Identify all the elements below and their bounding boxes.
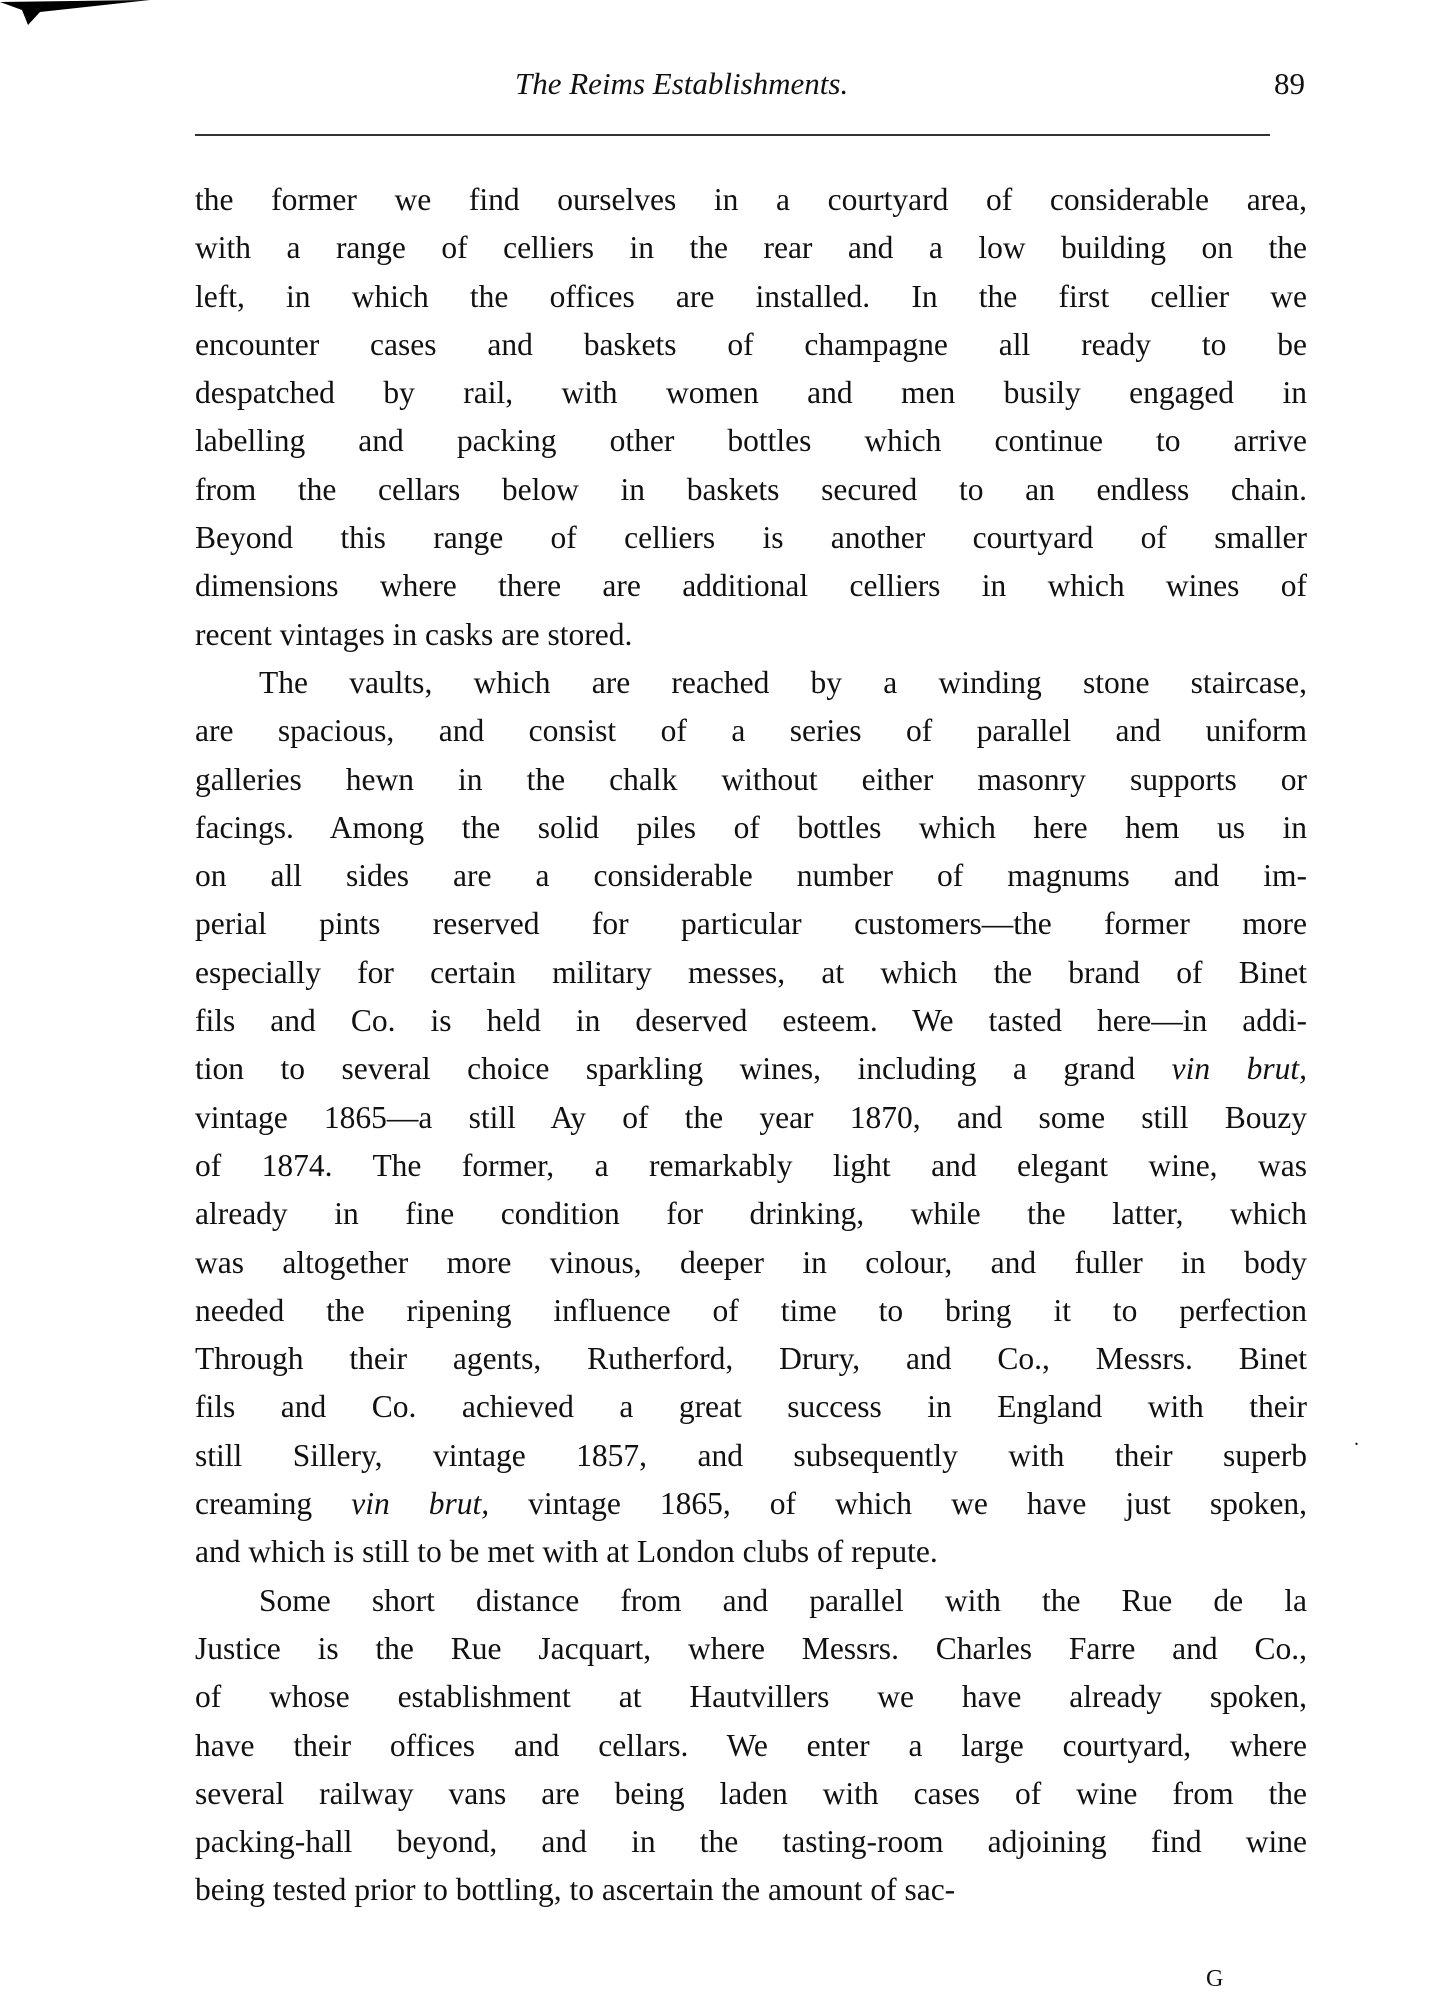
line-text: and which is still to be met with at London clubs of repute. [195,1534,938,1570]
line-text: Through their agents, Rutherford, Drury, and Co., Messrs. Binet [195,1341,1307,1377]
text-line [195,1432,1307,1480]
line-text: facings. Among the solid piles of bottles which here hem us in [195,809,1307,845]
line-text: have their offices and cellars. We enter a large courtyard, where [195,1727,1307,1763]
line-text: needed the ripening influence of time to bring it to perfection [195,1292,1307,1328]
text-line [195,1625,1307,1673]
text-line [195,1239,1307,1287]
text-line [195,466,1307,514]
text-line [195,997,1307,1045]
line-text: still Sillery, vintage 1857, and subsequently with their superb [195,1437,1307,1473]
text-line [195,611,1307,659]
line-text: several railway vans are being laden with cases of wine from the [195,1775,1307,1811]
arrow-ornament-icon [0,0,150,30]
line-text: dimensions where there are additional celliers in which wines of [195,568,1307,604]
text-line [195,417,1307,465]
text-line [195,1722,1307,1770]
text-line [195,900,1307,948]
line-text: of 1874. The former, a remarkably light and elegant wine, was [195,1147,1307,1183]
text-line [195,949,1307,997]
line-text: vintage 1865, of which we have just spoken, [489,1486,1307,1522]
running-header [195,66,1305,106]
text-line [195,321,1307,369]
page-number: 89 [1274,66,1305,101]
body-text [195,176,1307,1915]
running-title: The Reims Establishments. [515,66,849,101]
line-text: Beyond this range of celliers is another courtyard of smaller [195,520,1307,556]
header-rule [195,134,1270,136]
text-line [195,224,1307,272]
line-text: with a range of celliers in the rear and a low building on the [195,230,1307,266]
text-line [195,1866,1307,1914]
line-text: despatched by rail, with women and men busily engaged in [195,375,1307,411]
text-line [195,1045,1307,1093]
text-line [195,1142,1307,1190]
line-text: galleries hewn in the chalk without either masonry supports or [195,761,1307,797]
italic-text: vin brut, [351,1486,490,1522]
line-text: especially for certain military messes, at which the brand of Binet [195,954,1307,990]
text-line [195,804,1307,852]
text-line [195,1287,1307,1335]
line-text: fils and Co. achieved a great success in England with their [195,1389,1307,1425]
text-line [195,1770,1307,1818]
text-line [195,176,1307,224]
text-line [195,852,1307,900]
paragraph [195,1577,1307,1915]
signature-mark: G [1206,1966,1224,1992]
text-line [195,1190,1307,1238]
line-text: being tested prior to bottling, to ascertain the amount of sac- [195,1872,956,1908]
line-text: are spacious, and consist of a series of parallel and uniform [195,713,1307,749]
italic-text: vin brut, [1171,1051,1307,1087]
line-text: already in fine condition for drinking, while the latter, which [195,1196,1307,1232]
text-line [195,1577,1307,1625]
text-line [195,1673,1307,1721]
paragraph [195,176,1307,659]
line-text: of whose establishment at Hautvillers we have already spoken, [195,1679,1307,1715]
line-text: labelling and packing other bottles which continue to arrive [195,423,1307,459]
line-text: encounter cases and baskets of champagne all ready to be [195,326,1307,362]
text-line [195,756,1307,804]
text-line [195,1528,1307,1576]
line-text: packing-hall beyond, and in the tasting-room adjoining find wine [195,1824,1307,1860]
paragraph [195,659,1307,1577]
line-text: from the cellars below in baskets secured to an endless chain. [195,471,1307,507]
line-text: recent vintages in casks are stored. [195,616,633,652]
text-line [195,659,1307,707]
text-line [195,369,1307,417]
text-line [195,1818,1307,1866]
line-text: fils and Co. is held in deserved esteem. We tasted here—in addi- [195,1003,1307,1039]
line-text: was altogether more vinous, deeper in colour, and fuller in body [195,1244,1307,1280]
text-line [195,1094,1307,1142]
line-text: on all sides are a considerable number of magnums and im- [195,858,1307,894]
line-text: vintage 1865—a still Ay of the year 1870, and some still Bouzy [195,1099,1307,1135]
text-line [195,1335,1307,1383]
text-line [195,707,1307,755]
line-text: left, in which the offices are installed. In the first cellier we [195,278,1307,314]
line-text: The vaults, which are reached by a winding stone staircase, [259,664,1307,700]
text-line [195,514,1307,562]
text-line [195,562,1307,610]
margin-mark: . [1354,1428,1359,1450]
text-line [195,273,1307,321]
line-text: Justice is the Rue Jacquart, where Messrs. Charles Farre and Co., [195,1630,1307,1666]
line-text: creaming [195,1486,352,1522]
text-line [195,1383,1307,1431]
text-line [195,1480,1307,1528]
line-text: tion to several choice sparkling wines, including a grand [195,1051,1172,1087]
line-text: perial pints reserved for particular customers—the former more [195,906,1307,942]
line-text: the former we find ourselves in a courtyard of considerable area, [195,182,1307,217]
line-text: Some short distance from and parallel with the Rue de la [259,1582,1307,1618]
